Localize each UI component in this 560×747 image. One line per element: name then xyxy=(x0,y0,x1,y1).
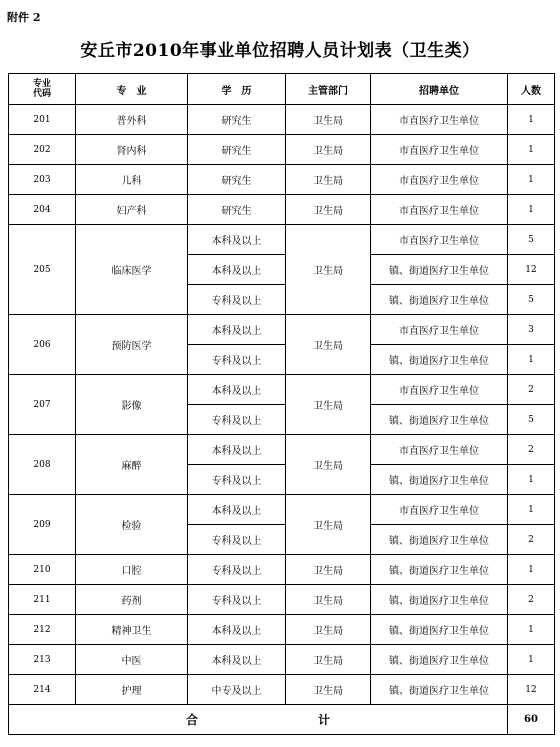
cell-major: 影像 xyxy=(76,375,188,435)
header-code xyxy=(9,74,76,105)
header-unit: 招聘单位 xyxy=(371,74,508,105)
cell-education: 本科及以上 xyxy=(188,435,286,465)
table-row xyxy=(9,555,555,585)
cell-education: 专科及以上 xyxy=(188,555,286,585)
cell-department: 卫生局 xyxy=(286,555,371,585)
cell-count: 12 xyxy=(508,675,555,705)
cell-unit: 镇、街道医疗卫生单位 xyxy=(371,255,508,285)
header-row xyxy=(9,74,555,105)
cell-education: 专科及以上 xyxy=(188,465,286,495)
cell-unit: 市直医疗卫生单位 xyxy=(371,435,508,465)
total-row xyxy=(9,705,555,735)
cell-count: 1 xyxy=(508,165,555,195)
cell-code: 208 xyxy=(9,435,76,495)
cell-major: 药剂 xyxy=(76,585,188,615)
cell-department: 卫生局 xyxy=(286,495,371,555)
cell-department: 卫生局 xyxy=(286,435,371,495)
cell-unit: 镇、街道医疗卫生单位 xyxy=(371,345,508,375)
cell-major: 妇产科 xyxy=(76,195,188,225)
cell-code: 203 xyxy=(9,165,76,195)
header-code-line-2: 代码 xyxy=(32,89,51,99)
cell-count: 5 xyxy=(508,225,555,255)
cell-major: 麻醉 xyxy=(76,435,188,495)
cell-count: 1 xyxy=(508,465,555,495)
cell-unit: 市直医疗卫生单位 xyxy=(371,495,508,525)
cell-major: 中医 xyxy=(76,645,188,675)
cell-count: 2 xyxy=(508,585,555,615)
cell-count: 1 xyxy=(508,555,555,585)
header-department: 主管部门 xyxy=(286,74,371,105)
cell-count: 5 xyxy=(508,405,555,435)
cell-count: 1 xyxy=(508,645,555,675)
cell-education: 专科及以上 xyxy=(188,585,286,615)
cell-unit: 镇、街道医疗卫生单位 xyxy=(371,585,508,615)
cell-education: 专科及以上 xyxy=(188,285,286,315)
cell-count: 5 xyxy=(508,285,555,315)
cell-department: 卫生局 xyxy=(286,585,371,615)
cell-education: 本科及以上 xyxy=(188,255,286,285)
cell-major: 检验 xyxy=(76,495,188,555)
recruitment-plan-table xyxy=(8,73,555,735)
cell-unit: 镇、街道医疗卫生单位 xyxy=(371,405,508,435)
cell-unit: 镇、街道医疗卫生单位 xyxy=(371,285,508,315)
table-row xyxy=(9,225,555,255)
cell-major: 普外科 xyxy=(76,105,188,135)
cell-code: 213 xyxy=(9,645,76,675)
cell-major: 儿科 xyxy=(76,165,188,195)
table-row xyxy=(9,165,555,195)
table-row xyxy=(9,105,555,135)
cell-count: 1 xyxy=(508,135,555,165)
table-row xyxy=(9,315,555,345)
cell-education: 本科及以上 xyxy=(188,645,286,675)
cell-department: 卫生局 xyxy=(286,135,371,165)
cell-education: 专科及以上 xyxy=(188,345,286,375)
attachment-label: 附件 2 xyxy=(7,11,41,24)
header-count: 人数 xyxy=(508,74,555,105)
cell-department: 卫生局 xyxy=(286,375,371,435)
cell-education: 研究生 xyxy=(188,195,286,225)
cell-education: 本科及以上 xyxy=(188,225,286,255)
cell-count: 1 xyxy=(508,195,555,225)
cell-department: 卫生局 xyxy=(286,225,371,315)
table-row xyxy=(9,135,555,165)
cell-count: 2 xyxy=(508,435,555,465)
cell-education: 中专及以上 xyxy=(188,675,286,705)
cell-unit: 市直医疗卫生单位 xyxy=(371,225,508,255)
cell-major: 预防医学 xyxy=(76,315,188,375)
cell-unit: 市直医疗卫生单位 xyxy=(371,105,508,135)
cell-count: 1 xyxy=(508,495,555,525)
table-row xyxy=(9,375,555,405)
cell-count: 2 xyxy=(508,525,555,555)
cell-unit: 镇、街道医疗卫生单位 xyxy=(371,465,508,495)
cell-count: 1 xyxy=(508,105,555,135)
cell-major: 护理 xyxy=(76,675,188,705)
cell-count: 12 xyxy=(508,255,555,285)
header-major: 专 业 xyxy=(76,74,188,105)
cell-department: 卫生局 xyxy=(286,195,371,225)
cell-unit: 市直医疗卫生单位 xyxy=(371,315,508,345)
total-count: 60 xyxy=(508,705,555,735)
cell-unit: 市直医疗卫生单位 xyxy=(371,135,508,165)
table-row xyxy=(9,675,555,705)
cell-code: 214 xyxy=(9,675,76,705)
cell-department: 卫生局 xyxy=(286,165,371,195)
cell-unit: 市直医疗卫生单位 xyxy=(371,195,508,225)
total-label-part-1: 合 xyxy=(185,713,198,727)
cell-department: 卫生局 xyxy=(286,105,371,135)
cell-count: 2 xyxy=(508,375,555,405)
cell-count: 3 xyxy=(508,315,555,345)
cell-unit: 镇、街道医疗卫生单位 xyxy=(371,675,508,705)
cell-unit: 镇、街道医疗卫生单位 xyxy=(371,555,508,585)
cell-education: 研究生 xyxy=(188,135,286,165)
table-row xyxy=(9,495,555,525)
cell-code: 204 xyxy=(9,195,76,225)
cell-education: 本科及以上 xyxy=(188,615,286,645)
cell-code: 201 xyxy=(9,105,76,135)
cell-unit: 镇、街道医疗卫生单位 xyxy=(371,525,508,555)
cell-code: 207 xyxy=(9,375,76,435)
header-code-line-1: 专业 xyxy=(32,79,51,89)
cell-unit: 镇、街道医疗卫生单位 xyxy=(371,645,508,675)
cell-code: 211 xyxy=(9,585,76,615)
cell-department: 卫生局 xyxy=(286,675,371,705)
cell-code: 209 xyxy=(9,495,76,555)
cell-education: 专科及以上 xyxy=(188,525,286,555)
cell-code: 205 xyxy=(9,225,76,315)
cell-code: 212 xyxy=(9,615,76,645)
cell-major: 临床医学 xyxy=(76,225,188,315)
page-title: 安丘市2010年事业单位招聘人员计划表（卫生类） xyxy=(80,41,480,61)
cell-major: 精神卫生 xyxy=(76,615,188,645)
table-row xyxy=(9,615,555,645)
cell-department: 卫生局 xyxy=(286,315,371,375)
cell-major: 肾内科 xyxy=(76,135,188,165)
table-row xyxy=(9,195,555,225)
cell-unit: 市直医疗卫生单位 xyxy=(371,165,508,195)
cell-unit: 市直医疗卫生单位 xyxy=(371,375,508,405)
header-education: 学 历 xyxy=(188,74,286,105)
cell-education: 研究生 xyxy=(188,105,286,135)
table-row xyxy=(9,435,555,465)
cell-education: 研究生 xyxy=(188,165,286,195)
cell-major: 口腔 xyxy=(76,555,188,585)
cell-department: 卫生局 xyxy=(286,645,371,675)
cell-count: 1 xyxy=(508,345,555,375)
cell-education: 本科及以上 xyxy=(188,375,286,405)
cell-code: 210 xyxy=(9,555,76,585)
cell-unit: 镇、街道医疗卫生单位 xyxy=(371,615,508,645)
cell-education: 本科及以上 xyxy=(188,495,286,525)
cell-code: 202 xyxy=(9,135,76,165)
cell-education: 本科及以上 xyxy=(188,315,286,345)
cell-count: 1 xyxy=(508,615,555,645)
cell-department: 卫生局 xyxy=(286,615,371,645)
cell-education: 专科及以上 xyxy=(188,405,286,435)
table-row xyxy=(9,585,555,615)
total-label xyxy=(9,705,508,735)
table-row xyxy=(9,645,555,675)
table-body xyxy=(9,105,555,705)
cell-code: 206 xyxy=(9,315,76,375)
total-label-part-2: 计 xyxy=(318,713,331,727)
